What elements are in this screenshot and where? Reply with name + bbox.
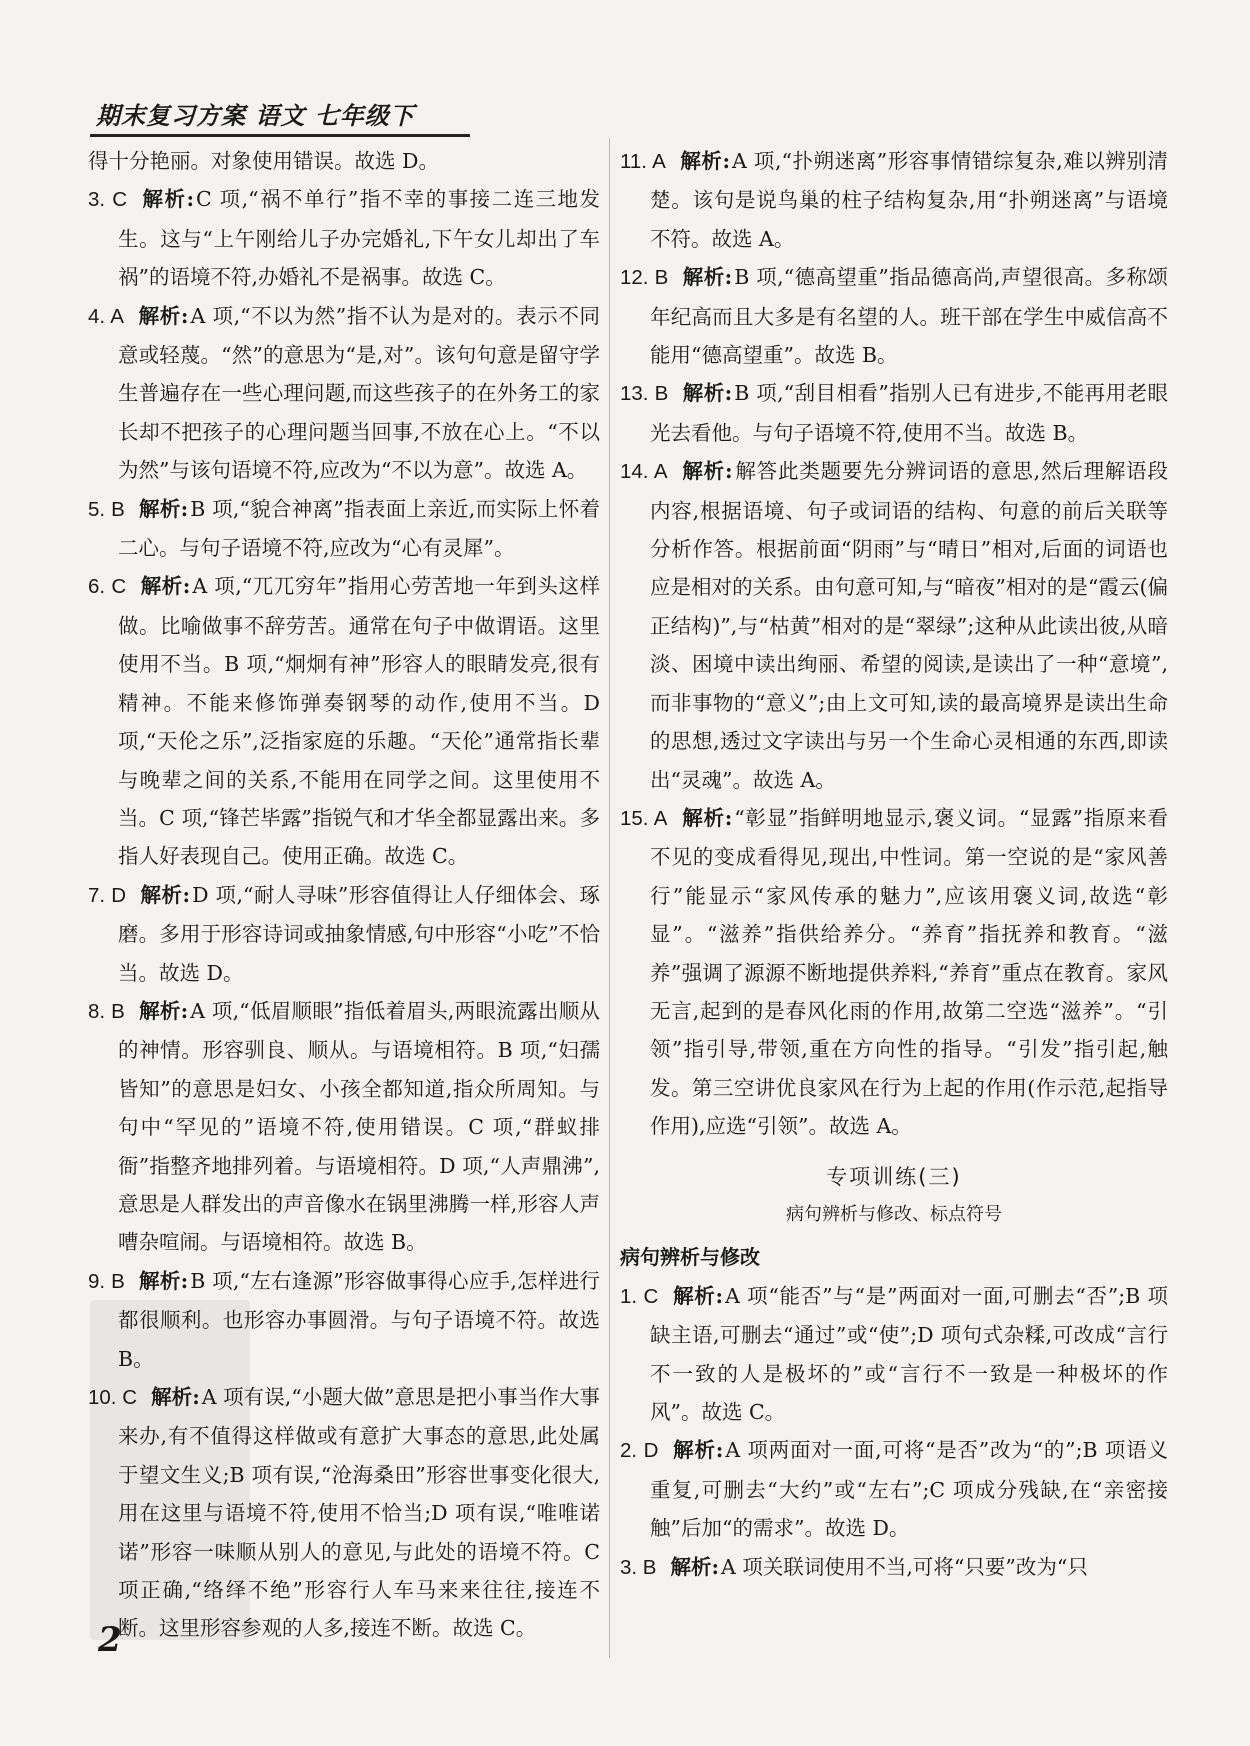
answer-text: 解答此类题要先分辨词语的意思,然后理解语段内容,根据语境、句子或词语的结构、句意的前后关联等分析作答。根据前面“阴雨”与“晴日”相对,后面的词语也应是相对的关系。由句意可知,与“暗夜”相对的是“霞云(偏正结构)”,与“枯黄”相对的是“翠绿”;这种从此读出彼,从暗淡、困境中读出绚丽、希望的阅读,是读出了一种“意境”,而非事物的“意义”;由上文可知,读的最高境界是读出生命的思想,透过文字读出与另一个生命心灵相通的东西,即读出“灵魂”。故选 A。 — [650, 459, 1168, 792]
page-number: 2 — [98, 1620, 122, 1660]
analysis-label: 解析: — [682, 265, 733, 290]
answer-text: B 项,“左右逢源”形容做事得心应手,怎样进行都很顺利。也形容办事圆滑。与句子语境不符。故选 B。 — [118, 1268, 601, 1371]
answer-number: 12. B — [620, 266, 669, 290]
analysis-label: 解析: — [140, 882, 191, 907]
analysis-label: 解析: — [141, 187, 195, 212]
answer-number: 7. D — [88, 883, 127, 907]
analysis-label: 解析: — [137, 303, 189, 328]
answer-text: A 项,“低眉顺眼”指低着眉头,两眼流露出顺从的神情。形容驯良、顺从。与语境相符。B 项,“妇孺皆知”的意思是妇女、小孩全都知道,指众所周知。与句中“罕见的”语境不符,使用错误。C 项,“群蚁排衙”指整齐地排列着。与语境相符。D 项,“人声鼎沸”,意思是人群发出的声音像水在锅里沸腾一样,形容人声嘈杂喧闹。与语境相符。故选 B。 — [118, 998, 600, 1255]
answer-item — [620, 1548, 1168, 1587]
answer-text: B 项,“貌合神离”指表面上亲近,而实际上怀着二心。与句子语境不符,应改为“心有灵犀”。 — [118, 496, 601, 561]
answer-text: A 项“能否”与“是”两面对一面,可删去“否”;B 项缺主语,可删去“通过”或“使”;D 项句式杂糅,可改成“言行不一致的人是极坏的”或“言行不一致是一种极坏的作风”。故选 C。 — [650, 1283, 1168, 1424]
answer-item — [620, 799, 1168, 1146]
answer-number: 5. B — [88, 497, 125, 521]
analysis-label: 解析: — [138, 998, 189, 1023]
answer-number: 4. A — [88, 304, 124, 328]
analysis-label: 解析: — [140, 574, 191, 599]
left-column — [88, 142, 600, 1687]
answer-number: 3. B — [620, 1555, 657, 1579]
answer-number: 2. D — [620, 1439, 659, 1463]
answer-text: D 项,“耐人寻味”形容值得让人仔细体会、琢磨。多用于形容诗词或抽象情感,句中形容“小吃”不恰当。故选 D。 — [118, 882, 600, 985]
answer-number: 14. A — [620, 460, 668, 484]
answer-item — [88, 180, 600, 296]
answer-number: 13. B — [620, 382, 669, 406]
analysis-label: 解析: — [681, 805, 733, 830]
answer-item — [620, 1431, 1168, 1547]
answer-item — [620, 1277, 1168, 1432]
answer-item — [88, 876, 600, 992]
answer-number: 9. B — [88, 1269, 125, 1293]
header-rule — [90, 134, 470, 137]
answer-number: 1. C — [620, 1284, 659, 1308]
answer-item — [88, 490, 600, 568]
answer-text: 得十分艳丽。对象使用错误。故选 D。 — [88, 149, 439, 173]
answer-item — [88, 992, 600, 1262]
answer-item — [88, 1648, 600, 1687]
section-subtitle: 病句辨析与修改、标点符号 — [786, 1203, 1002, 1225]
answer-text: A 项,“不以为然”指不认为是对的。表示不同意或轻蔑。“然”的意思为“是,对”。该句句意是留守学生普遍存在一些心理问题,而这些孩子的在外务工的家长却不把孩子的心理问题当回事,不放在心上。“不以为然”与该句语境不符,应改为“不以为意”。故选 A。 — [118, 303, 600, 483]
answer-text: A 项关联词使用不当,可将“只要”改为“只 — [721, 1554, 1088, 1579]
analysis-label: 解析: — [681, 459, 733, 484]
answer-number: 8. B — [88, 999, 125, 1023]
answer-number: 3. C — [88, 188, 128, 212]
analysis-label: 解析: — [672, 1438, 724, 1463]
analysis-label: 解析: — [679, 149, 731, 173]
answer-number: 6. C — [88, 575, 127, 599]
column-divider — [609, 138, 610, 1658]
answer-item — [88, 1378, 600, 1648]
answer-item — [88, 1262, 600, 1378]
section-title: 专项训练(三) — [826, 1164, 962, 1189]
analysis-label: 解析: — [672, 1283, 724, 1308]
answer-text: “彰显”指鲜明地显示,褒义词。“显露”指原来看不见的变成看得见,现出,中性词。第一空说的是“家风善行”能显示“家风传承的魅力”,应该用褒义词,故选“彰显”。“滋养”指供给养分。“养育”指抚养和教育。“滋养”强调了源源不断地提供养料,“养育”重点在教育。家风无言,起到的是春风化雨的作用,故第二空选“滋养”。“引领”指引导,带领,重在方向性的指导。“引发”指引起,触发。第三空讲优良家风在行为上起的作用(作示范,起指导作用),应选“引领”。故选 A。 — [650, 805, 1168, 1139]
answer-text: A 项,“兀兀穷年”指用心劳苦地一年到头这样做。比喻做事不辞劳苦。通常在句子中做谓语。这里使用不当。B 项,“炯炯有神”形容人的眼睛发亮,很有精神。不能来修饰弹奏钢琴的动作,使用不当。D 项,“天伦之乐”,泛指家庭的乐趣。“天伦”通常指长辈与晚辈之间的关系,不能用在同学之间。这里使用不当。C 项,“锋芒毕露”指锐气和才华全都显露出来。多指人好表现自己。使用正确。故选 C。 — [118, 574, 600, 869]
answer-item — [88, 142, 600, 180]
answer-item — [620, 374, 1168, 452]
analysis-label: 解析: — [151, 1385, 200, 1409]
answer-text: A 项有误,“小题大做”意思是把小事当作大事来办,有不值得这样做或有意扩大事态的意思,此处属于望文生义;B 项有误,“沧海桑田”形容世事变化很大,用在这里与语境不符,使用不恰当;D 项有误,“唯唯诺诺”形容一味顺从别人的意见,与此处的语境不符。C 项正确,“络绎不绝”形容行人车马来来往往,接连不断。这里形容参观的人多,接连不断。故选 C。 — [118, 1385, 600, 1641]
analysis-label: 解析: — [138, 496, 189, 521]
right-column — [620, 142, 1168, 1587]
answer-item — [88, 297, 600, 490]
answer-item — [620, 452, 1168, 799]
answer-number: 10. C — [88, 1386, 138, 1409]
answer-text: B 项,“德高望重”指品德高尚,声望很高。多称颂年纪高而且大多是有名望的人。班干部在学生中威信高不能用“德高望重”。故选 B。 — [650, 265, 1168, 368]
answer-text: A 项,“扑朔迷离”形容事情错综复杂,难以辨别清楚。该句是说鸟巢的柱子结构复杂,用“扑朔迷离”与语境不符。故选 A。 — [650, 149, 1168, 251]
answer-text: A 项两面对一面,可将“是否”改为“的”;B 项语义重复,可删去“大约”或“左右”;C 项成分残缺,在“亲密接触”后加“的需求”。故选 D。 — [650, 1438, 1168, 1541]
analysis-label: 解析: — [138, 1268, 189, 1293]
answer-item — [88, 567, 600, 875]
answer-number: 11. A — [620, 150, 666, 173]
answer-item — [620, 258, 1168, 374]
answer-number: 15. A — [620, 806, 668, 830]
analysis-label: 解析: — [670, 1554, 720, 1579]
answer-item — [620, 142, 1168, 258]
answer-text: B 项,“刮目相看”指别人已有进步,不能再用老眼光去看他。与句子语境不符,使用不当。故选 B。 — [650, 381, 1168, 445]
analysis-label: 解析: — [682, 381, 733, 406]
sub-heading: 病句辨析与修改 — [620, 1245, 760, 1270]
page-header: 期末复习方案 语文 七年级下 — [96, 101, 415, 130]
answer-text: C 项,“祸不单行”指不幸的事接二连三地发生。这与“上午刚给儿子办完婚礼,下午女儿却出了车祸”的语境不符,办婚礼不是祸事。故选 C。 — [118, 187, 600, 290]
